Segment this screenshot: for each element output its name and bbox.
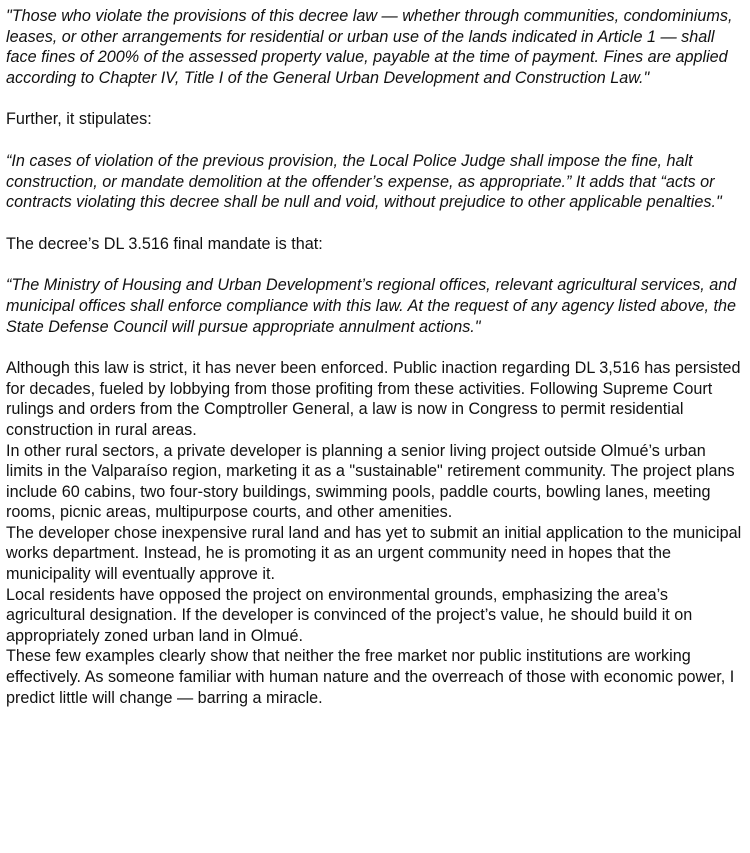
quote-police-judge: “In cases of violation of the previous provision, the Local Police Judge shall impose the fine, halt construction, or mandate demolition at the offender’s expense, as appropriate.” It adds that “acts or contracts violating this decree shall be null and void, without prejudice to other applicable penalties." xyxy=(6,151,722,212)
spacer xyxy=(6,130,744,151)
intro-final-mandate: The decree’s DL 3.516 final mandate is that: xyxy=(6,234,323,253)
paragraph-law-not-enforced: Although this law is strict, it has never been enforced. Public inaction regarding DL 3,516 has persisted for decades, fueled by lobbying from those profiting from these activities. Following Supreme Court rulings and orders from the Comptroller General, a law is now in Congress to permit residential construction in rural areas. xyxy=(6,359,741,439)
spacer xyxy=(6,88,744,109)
spacer xyxy=(6,337,744,358)
paragraph-developer-land: The developer chose inexpensive rural land and has yet to submit an initial application to the municipal works department. Instead, he is promoting it as an urgent community need in hopes that the municipality will eventually approve it. xyxy=(6,523,742,584)
paragraph-conclusion: These few examples clearly show that neither the free market nor public institutions are working effectively. As someone familiar with human nature and the overreach of those with economic power, I predict little will change — barring a miracle. xyxy=(6,647,735,707)
paragraph-senior-living-project: In other rural sectors, a private developer is planning a senior living project outside Olmué’s urban limits in the Valparaíso region, marketing it as a "sustainable" retirement community. The project plans include 60 cabins, two four-story buildings, swimming pools, paddle courts, bowling lanes, meeting rooms, picnic areas, multipurpose courts, and other amenities. xyxy=(6,441,735,522)
spacer xyxy=(6,213,744,234)
intro-stipulates: Further, it stipulates: xyxy=(6,110,152,129)
paragraph-residents-opposition: Local residents have opposed the project on environmental grounds, emphasizing the area’s agricultural designation. If the developer is convinced of the project’s value, he should build it on appropriately zoned urban land in Olmué. xyxy=(6,585,693,645)
spacer xyxy=(6,254,744,275)
quote-fines-provision: "Those who violate the provisions of this decree law — whether through communities, condominiums, leases, or other arrangements for residential or urban use of the lands indicated in Article 1 — shall face fines of 200% of the assessed property value, payable at the time of payment. Fines are applied according to Chapter IV, Title I of the General Urban Development and Construction Law." xyxy=(6,7,733,87)
quote-ministry-enforcement: “The Ministry of Housing and Urban Development’s regional offices, relevant agricultural services, and municipal offices shall enforce compliance with this law. At the request of any agency listed above, the State Defense Council will pursue appropriate annulment actions." xyxy=(6,276,737,336)
